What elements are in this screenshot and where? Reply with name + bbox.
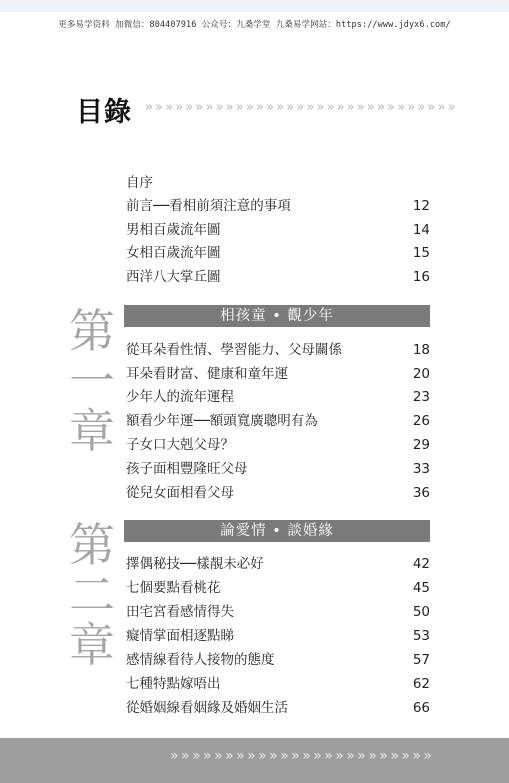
top-margin-band [0, 0, 509, 12]
chapter-2-label-char: 二 [69, 568, 115, 622]
toc-title-row [76, 92, 132, 126]
toc-entry-title: 額看少年運──額頭寬廣聰明有為 [126, 413, 318, 429]
toc-entry[interactable] [126, 577, 430, 599]
toc-entry-title: 七個要點看桃花 [126, 580, 221, 596]
toc-entry[interactable] [126, 266, 430, 288]
toc-entry[interactable] [126, 195, 430, 217]
toc-entry[interactable] [126, 673, 430, 695]
toc-entry-page: 29 [412, 437, 430, 453]
toc-entry-title: 從耳朵看性情、學習能力、父母關係 [126, 342, 342, 358]
toc-entry[interactable] [126, 458, 430, 480]
toc-entry-page: 45 [412, 580, 430, 596]
toc-entry-title: 自序 [126, 175, 153, 191]
toc-entry-page: 16 [412, 269, 430, 285]
toc-entry-page: 14 [412, 222, 430, 238]
toc-entry-title: 田宅宮看感情得失 [126, 604, 234, 620]
toc-entry-page: 50 [412, 604, 430, 620]
toc-entry-title: 女相百歲流年圖 [126, 245, 221, 261]
toc-entry[interactable] [126, 434, 430, 456]
toc-entry-page: 57 [412, 652, 430, 668]
chapter-2-heading: 論愛情 • 談婚緣 [124, 520, 430, 542]
toc-entry-page: 42 [412, 556, 430, 572]
toc-entry-page: 15 [412, 245, 430, 261]
toc-entry-page: 26 [412, 413, 430, 429]
toc-entry-title: 子女口大剋父母？ [126, 437, 234, 453]
toc-entry-title: 七種特點嫁唔出 [126, 676, 221, 692]
toc-entry-page: 62 [412, 676, 430, 692]
toc-entry-title: 感情線看待人接物的態度 [126, 652, 275, 668]
toc-entry[interactable] [126, 625, 430, 647]
toc-entry-title: 癡情掌面相逐點睇 [126, 628, 234, 644]
toc-entry[interactable] [126, 363, 430, 385]
chapter-2-label-char: 第 [69, 518, 115, 572]
toc-entry-page: 53 [412, 628, 430, 644]
toc-entry-page: 36 [412, 485, 430, 501]
toc-entry-title: 從兒女面相看父母 [126, 485, 234, 501]
title-chevron-decoration: » » » » » » » » » » » » » » » » » » » » » » » » » » » » » » » [145, 100, 455, 115]
toc-entry[interactable] [126, 339, 430, 361]
toc-entry[interactable] [126, 697, 430, 719]
toc-entry-page: 66 [412, 700, 430, 716]
toc-entry-title: 從婚姻線看姻緣及婚姻生活 [126, 700, 288, 716]
toc-entry-page: 33 [412, 461, 430, 477]
toc-entry[interactable] [126, 649, 430, 671]
toc-entry-page: 23 [412, 389, 430, 405]
toc-entry[interactable] [126, 386, 430, 408]
toc-entry[interactable] [126, 172, 430, 194]
toc-entry-title: 擇偶秘技──樣靚未必好 [126, 556, 264, 572]
chapter-1-label-char: 章 [69, 404, 115, 458]
chapter-2-label-char: 章 [69, 618, 115, 672]
toc-entry[interactable] [126, 553, 430, 575]
toc-entry-title: 西洋八大掌丘圖 [126, 269, 221, 285]
footer-chevron-decoration: » » » » » » » » » » » » » » » » » » » » » » » » [170, 748, 431, 764]
toc-entry-title: 耳朵看財富、健康和童年運 [126, 366, 288, 382]
toc-entry-page: 12 [412, 198, 430, 214]
page-title: 目錄 [76, 96, 132, 128]
toc-entry[interactable] [126, 482, 430, 504]
chapter-1-label-char: 一 [69, 354, 115, 408]
toc-entry-page: 20 [412, 366, 430, 382]
toc-entry-title: 孩子面相豐隆旺父母 [126, 461, 248, 477]
chapter-1-heading: 相孩童 • 觀少年 [124, 305, 430, 327]
toc-entry-title: 前言──看相前須注意的事項 [126, 198, 291, 214]
toc-entry-page: 18 [412, 342, 430, 358]
toc-entry[interactable] [126, 410, 430, 432]
toc-entry-title: 少年人的流年運程 [126, 389, 234, 405]
watermark-text: 更多易学资料 加微信：804407916 公众号：九桑学堂 九桑易学网站：https://www.jdyx6.com/ [58, 20, 451, 30]
chapter-1-label-char: 第 [69, 304, 115, 358]
toc-entry[interactable] [126, 242, 430, 264]
toc-entry[interactable] [126, 219, 430, 241]
toc-entry-title: 男相百歲流年圖 [126, 222, 221, 238]
toc-entry[interactable] [126, 601, 430, 623]
